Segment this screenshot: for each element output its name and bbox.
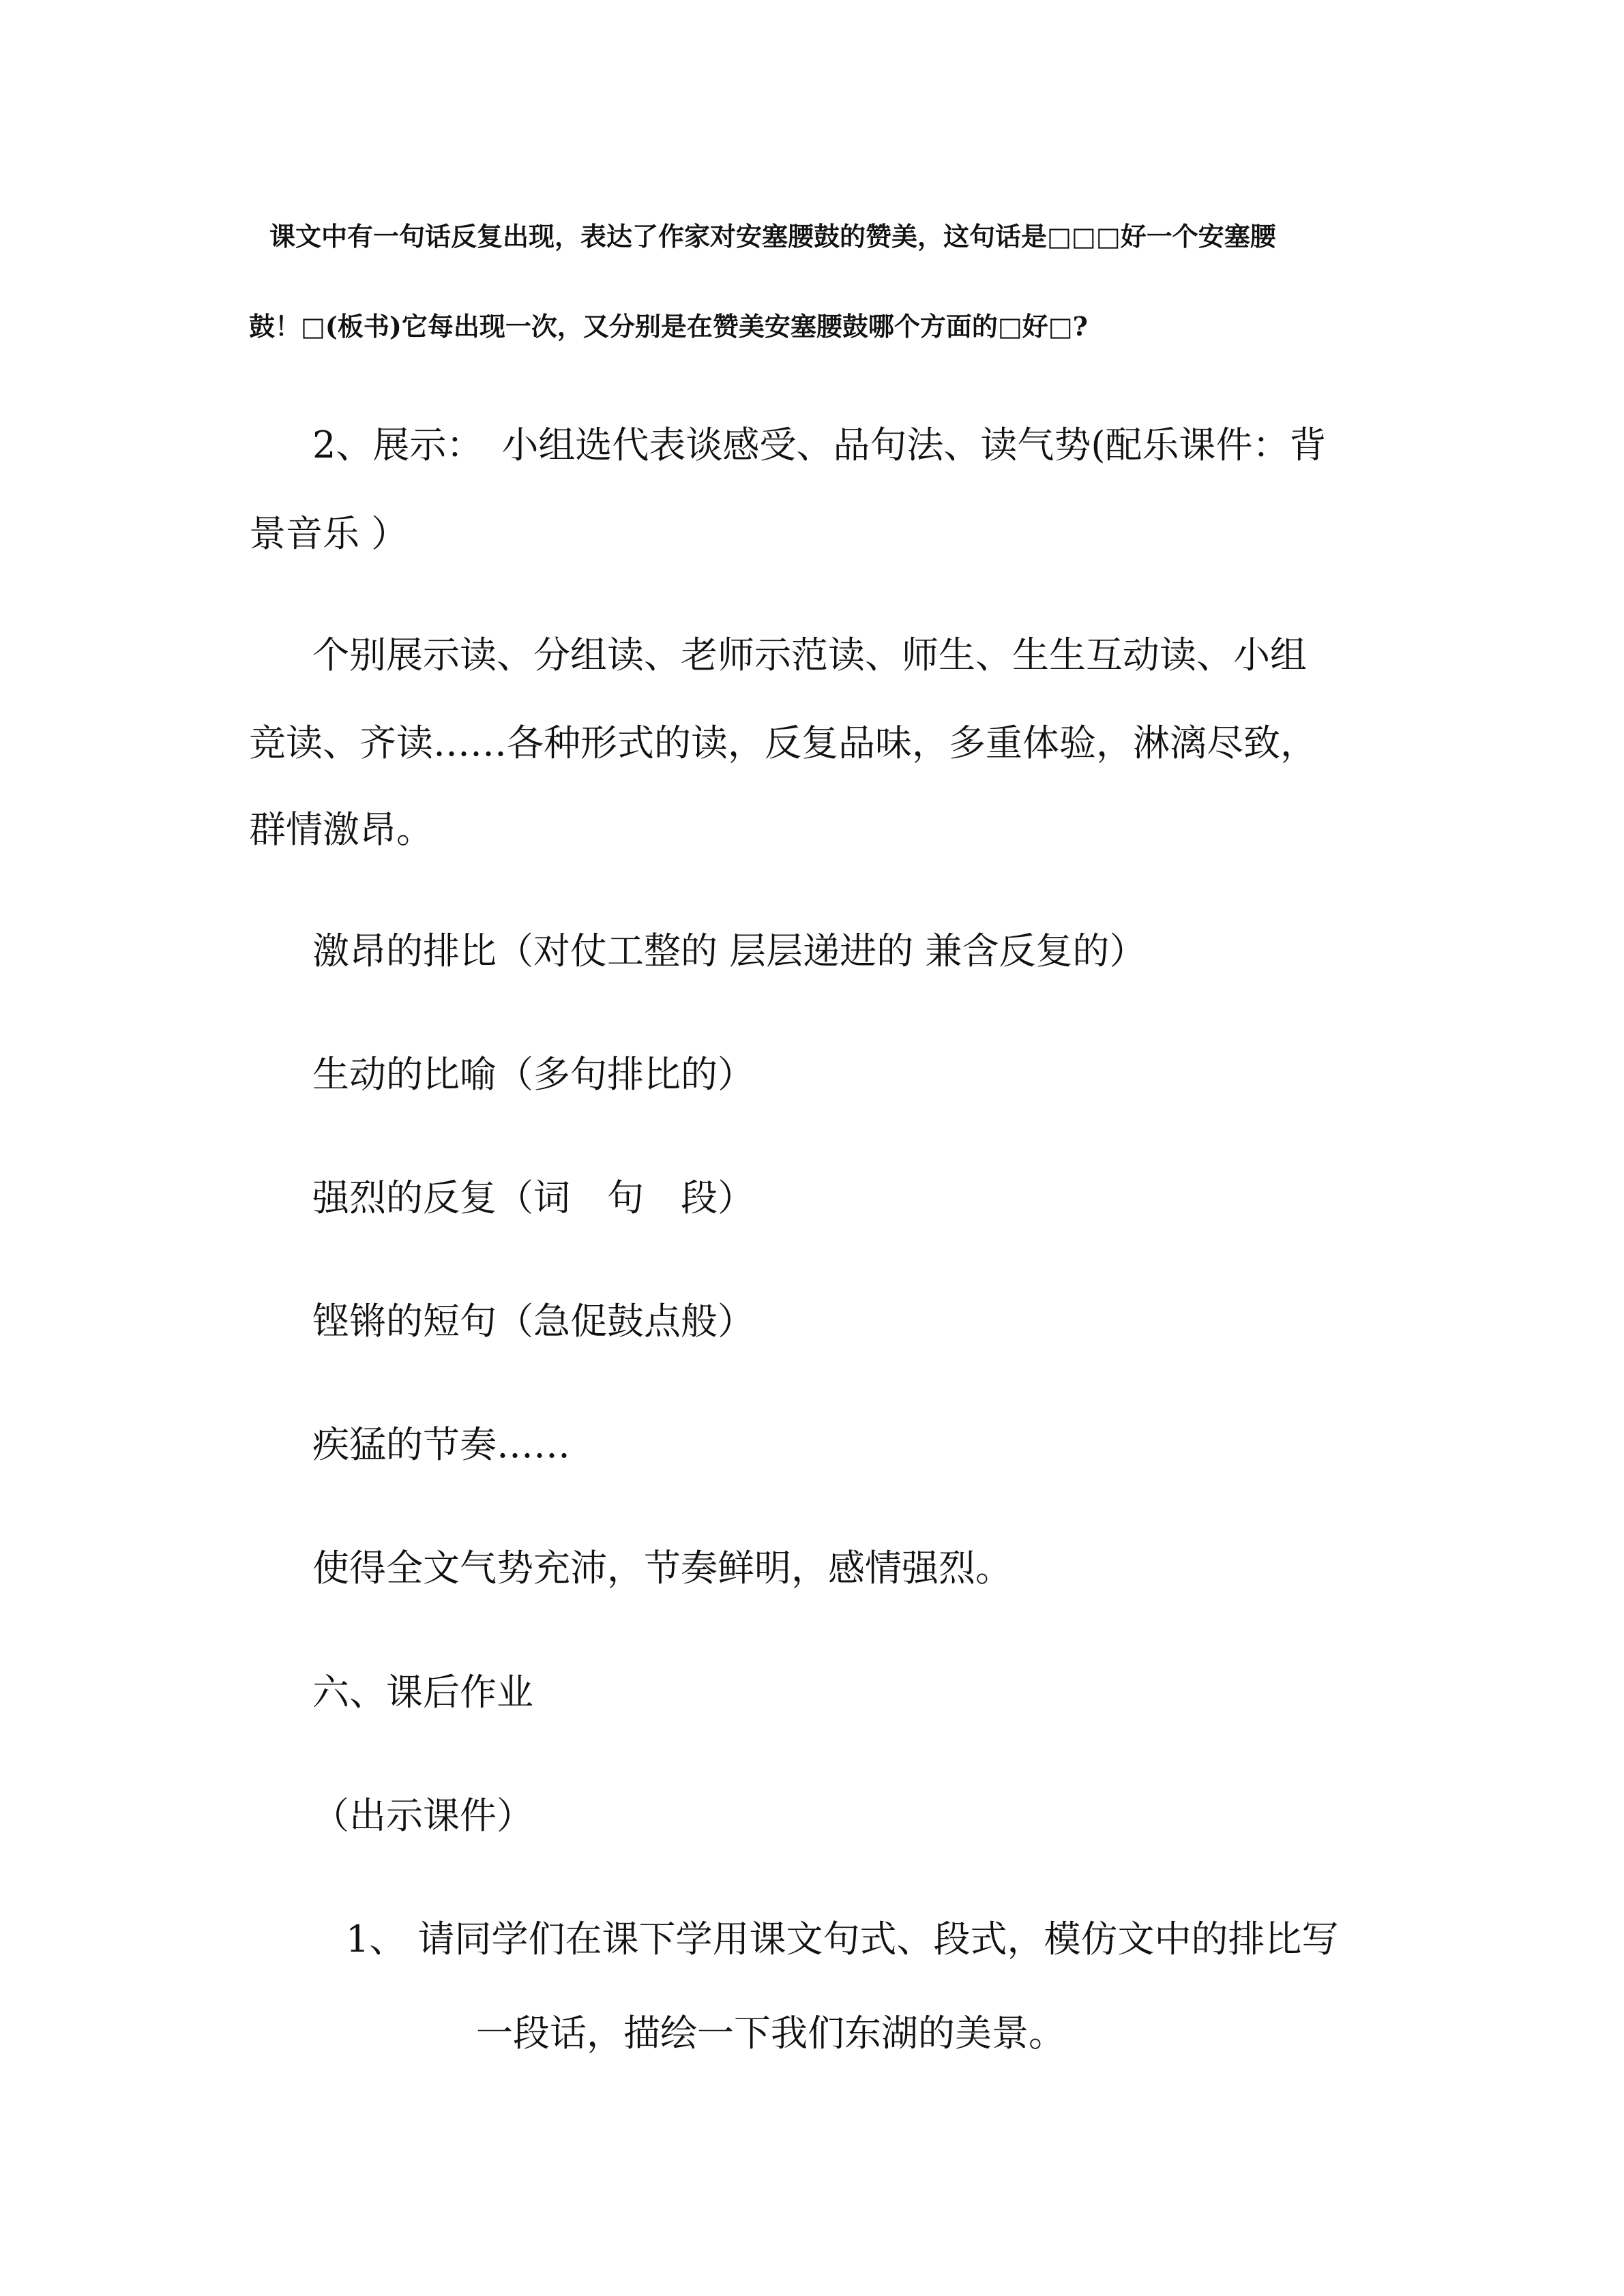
technique-item: 疾猛的节奏……: [312, 1423, 570, 1466]
reading-line-2: 竞读、齐读……各种形式的读，反复品味，多重体验，淋漓尽致，: [249, 721, 1317, 764]
intro-line-2: 鼓！□(板书)它每出现一次，又分别是在赞美安塞腰鼓哪个方面的□好□?: [249, 311, 1088, 342]
summary-line: 使得全文气势充沛，节奏鲜明，感情强烈。: [312, 1547, 1012, 1590]
display-line-1: 2、展示： 小组选代表谈感受、品句法、读气势(配乐课件：背: [312, 423, 1327, 466]
technique-item: 激昂的排比（对仗工整的 层层递进的 兼含反复的）: [312, 929, 1147, 972]
homework-item-line-1: 1、 请同学们在课下学用课文句式、段式，模仿文中的排比写: [346, 1918, 1339, 1960]
intro-line-1: 课文中有一句话反复出现，表达了作家对安塞腰鼓的赞美，这句话是□□□好一个安塞腰: [269, 221, 1276, 252]
homework-item-line-2: 一段话，描绘一下我们东湖的美景。: [476, 2012, 1065, 2055]
homework-note: （出示课件）: [312, 1794, 533, 1837]
reading-line-3: 群情激昂。: [249, 808, 433, 851]
technique-item: 铿锵的短句（急促鼓点般）: [312, 1300, 754, 1343]
reading-line-1: 个别展示读、分组读、老师示范读、师生、生生互动读、小组: [312, 633, 1307, 676]
technique-item: 生动的比喻（多句排比的）: [312, 1053, 754, 1096]
display-line-2: 景音乐 ）: [249, 512, 409, 555]
homework-heading: 六、课后作业: [312, 1671, 533, 1714]
technique-item: 强烈的反复（词 句 段）: [312, 1176, 754, 1219]
